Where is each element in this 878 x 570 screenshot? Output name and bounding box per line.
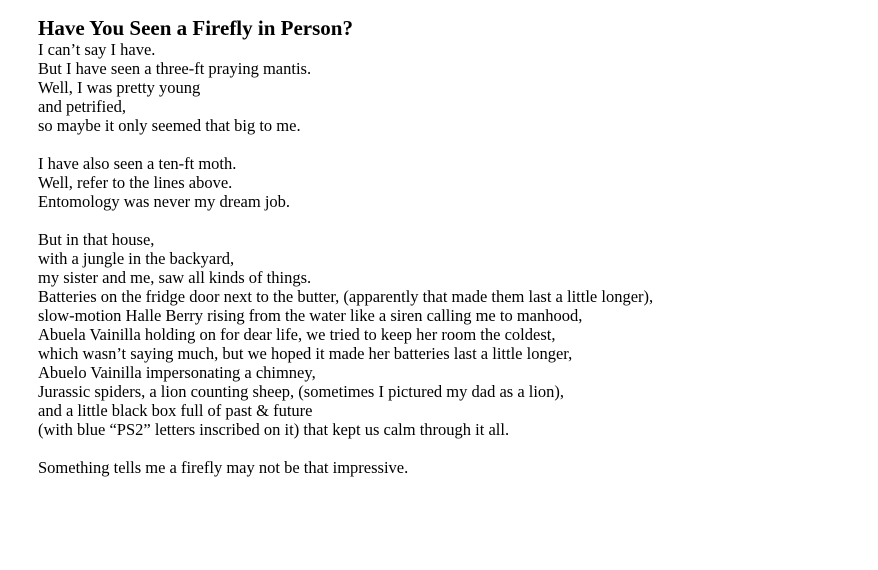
poem-line: Abuelo Vainilla impersonating a chimney, <box>38 363 316 382</box>
stanza-4 <box>38 458 873 477</box>
poem-line: Jurassic spiders, a lion counting sheep, (sometimes I pictured my dad as a lion), <box>38 382 565 401</box>
poem-line: Entomology was never my dream job. <box>38 192 291 211</box>
poem-line: so maybe it only seemed that big to me. <box>38 116 301 135</box>
poem-line: I can’t say I have. <box>38 40 156 59</box>
poem-line: (with blue “PS2” letters inscribed on it) that kept us calm through it all. <box>38 420 510 439</box>
poem <box>38 16 873 496</box>
stanza-2 <box>38 154 873 211</box>
poem-line: Well, refer to the lines above. <box>38 173 233 192</box>
stanza-3 <box>38 230 873 439</box>
poem-line: I have also seen a ten-ft moth. <box>38 154 237 173</box>
poem-title: Have You Seen a Firefly in Person? <box>38 16 353 40</box>
poem-line: But in that house, <box>38 230 155 249</box>
poem-line: my sister and me, saw all kinds of things. <box>38 268 312 287</box>
poem-line: Abuela Vainilla holding on for dear life, we tried to keep her room the coldest, <box>38 325 556 344</box>
poem-line: with a jungle in the backyard, <box>38 249 235 268</box>
poem-line: Batteries on the fridge door next to the butter, (apparently that made them last a little longer), <box>38 287 654 306</box>
stanza-1 <box>38 40 873 135</box>
poem-line: Well, I was pretty young <box>38 78 201 97</box>
poem-line: But I have seen a three-ft praying mantis. <box>38 59 312 78</box>
poem-line: which wasn’t saying much, but we hoped it made her batteries last a little longer, <box>38 344 573 363</box>
poem-line: slow-motion Halle Berry rising from the water like a siren calling me to manhood, <box>38 306 583 325</box>
poem-line: and a little black box full of past & future <box>38 401 313 420</box>
poem-line: and petrified, <box>38 97 126 116</box>
poem-line: Something tells me a firefly may not be that impressive. <box>38 458 409 477</box>
